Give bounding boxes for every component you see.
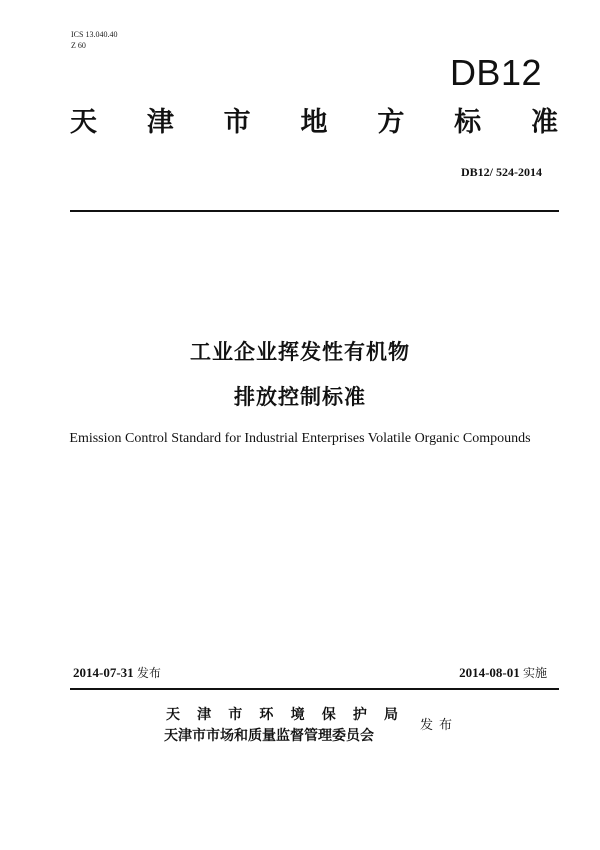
ics-code: ICS 13.040.40 [71,30,118,39]
document-title-en: Emission Control Standard for Industrial Enterprises Volatile Organic Compounds [69,431,531,446]
publish-label: 发布 [420,718,459,733]
db-mark: DB12 [449,52,542,93]
issuer-char: 局 [383,707,398,723]
issuer-char: 市 [228,707,243,723]
implementation-date-value: 2014-08-01 [459,665,520,680]
title-char: 市 [223,107,251,138]
document-title-cn-line-2: 排放控制标准 [234,385,366,409]
issue-date-value: 2014-07-31 [73,665,134,680]
implementation-date-label: 实施 [522,666,547,680]
issuer-char: 境 [290,707,305,723]
standard-number: DB12/ 524-2014 [461,165,542,179]
standard-category-title [70,106,558,140]
issuer-line-1 [166,705,398,725]
title-char: 方 [377,107,405,138]
bottom-divider [70,688,559,690]
title-char: 标 [454,107,482,138]
issuer-char: 环 [259,707,274,723]
top-divider [70,210,559,212]
title-char: 地 [300,107,328,138]
issuer-char: 津 [197,707,212,723]
issuer-char: 天 [166,707,180,723]
issuer-line-2: 天津市市场和质量监督管理委员会 [164,728,374,744]
implementation-date [459,664,547,682]
document-title-cn-line-1: 工业企业挥发性有机物 [190,340,410,364]
issue-date-label: 发布 [136,666,161,680]
classification-code: Z 60 [71,41,86,50]
title-char: 准 [530,107,558,138]
title-char: 天 [70,107,97,138]
issuer-char: 护 [352,707,367,723]
title-char: 津 [146,107,174,138]
issue-date [73,664,161,682]
issuer-char: 保 [321,707,336,723]
